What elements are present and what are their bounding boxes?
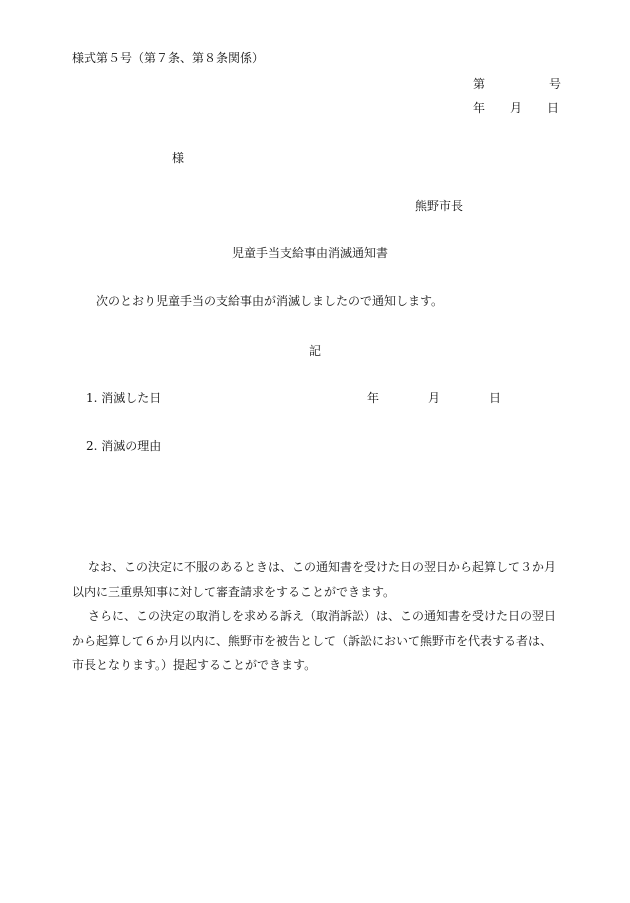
addressee-honorific: 様 [172, 151, 185, 165]
item-1-year: 年 [367, 391, 380, 405]
notice-paragraph-1 [72, 555, 560, 604]
issue-date-year: 年 [473, 101, 486, 115]
form-number: 様式第５号（第７条、第８条関係） [72, 51, 265, 65]
document-title: 児童手当支給事由消滅通知書 [232, 246, 389, 260]
notice-paragraph-1-text: なお、この決定に不服のあるときは、この通知書を受けた日の翌日から起算して３か月以内に三重県知事に対して審査請求をすることができます。 [72, 560, 557, 599]
sender-name: 熊野市長 [415, 199, 464, 213]
item-2-label: 2. 消滅の理由 [86, 439, 162, 453]
issue-date-day: 日 [547, 101, 560, 115]
item-1-label: 1. 消滅した日 [86, 391, 162, 405]
item-1-day: 日 [489, 391, 502, 405]
ki-heading: 記 [309, 344, 322, 358]
intro-text: 次のとおり児童手当の支給事由が消滅しましたので通知します。 [96, 294, 444, 308]
issue-date-month: 月 [510, 101, 523, 115]
item-1-month: 月 [428, 391, 441, 405]
document-number-suffix: 号 [549, 77, 562, 91]
document-number-prefix: 第 [473, 77, 486, 91]
notice-paragraph-2 [72, 604, 560, 678]
notice-paragraph-2-text: さらに、この決定の取消しを求める訴え（取消訴訟）は、この通知書を受けた日の翌日から起算して６か月以内に、熊野市を被告として（訴訟において熊野市を代表する者は、市長となります。）提起することができます。 [72, 609, 557, 672]
